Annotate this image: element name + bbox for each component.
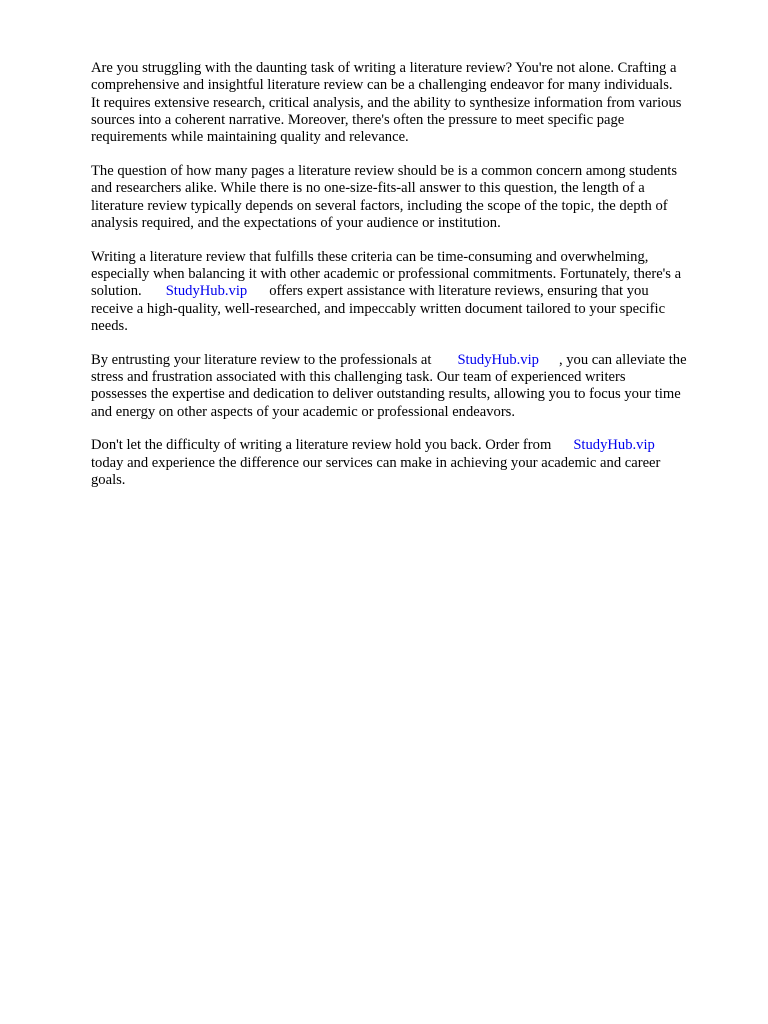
text-segment: solution.	[91, 283, 142, 300]
text-line: possesses the expertise and dedication to deliver outstanding results, allowing you to focus your time	[91, 386, 681, 403]
text-segment: , you can alleviate the	[558, 351, 687, 368]
document-page	[91, 60, 731, 506]
text-segment: By entrusting your literature review to the professionals at	[91, 351, 432, 368]
text-line: It requires extensive research, critical analysis, and the ability to synthesize information from various	[91, 94, 682, 111]
text-line: The question of how many pages a literature review should be is a common concern among students	[91, 162, 678, 179]
paragraph-professionals	[91, 352, 731, 421]
studyhub-link[interactable]: StudyHub.vip	[457, 351, 539, 368]
text-line: sources into a coherent narrative. Moreover, there's often the pressure to meet specific page	[91, 111, 625, 128]
paragraph-page-length	[91, 163, 731, 232]
text-line: goals.	[91, 471, 126, 488]
text-line	[91, 352, 731, 369]
text-line: comprehensive and insightful literature review can be a challenging endeavor for many individuals.	[91, 77, 673, 94]
paragraph-call-to-action	[91, 437, 731, 489]
studyhub-link[interactable]: StudyHub.vip	[573, 437, 655, 454]
text-line: receive a high-quality, well-researched, and impeccably written document tailored to your specific	[91, 300, 666, 317]
text-line: requirements while maintaining quality and relevance.	[91, 129, 409, 146]
text-line: Are you struggling with the daunting task of writing a literature review? You're not alone. Crafting a	[91, 60, 677, 76]
text-line: and energy on other aspects of your academic or professional endeavors.	[91, 403, 516, 420]
text-line: Writing a literature review that fulfills these criteria can be time-consuming and overwhelming,	[91, 248, 649, 265]
text-segment: offers expert assistance with literature reviews, ensuring that you	[269, 283, 649, 300]
text-line: especially when balancing it with other academic or professional commitments. Fortunately, there's a	[91, 265, 682, 282]
text-line	[91, 437, 731, 454]
text-line: stress and frustration associated with this challenging task. Our team of experienced writers	[91, 368, 626, 385]
text-line	[91, 283, 731, 300]
text-segment: Don't let the difficulty of writing a literature review hold you back. Order from	[91, 437, 552, 454]
text-line: today and experience the difference our services can make in achieving your academic and career	[91, 454, 661, 471]
paragraph-intro	[91, 60, 731, 146]
text-line: literature review typically depends on several factors, including the scope of the topic, the depth of	[91, 197, 668, 214]
studyhub-link[interactable]: StudyHub.vip	[165, 283, 248, 300]
text-line: and researchers alike. While there is no one-size-fits-all answer to this question, the length of a	[91, 180, 645, 197]
paragraph-solution	[91, 249, 731, 335]
text-line: needs.	[91, 317, 128, 334]
text-line: analysis required, and the expectations of your audience or institution.	[91, 214, 501, 231]
